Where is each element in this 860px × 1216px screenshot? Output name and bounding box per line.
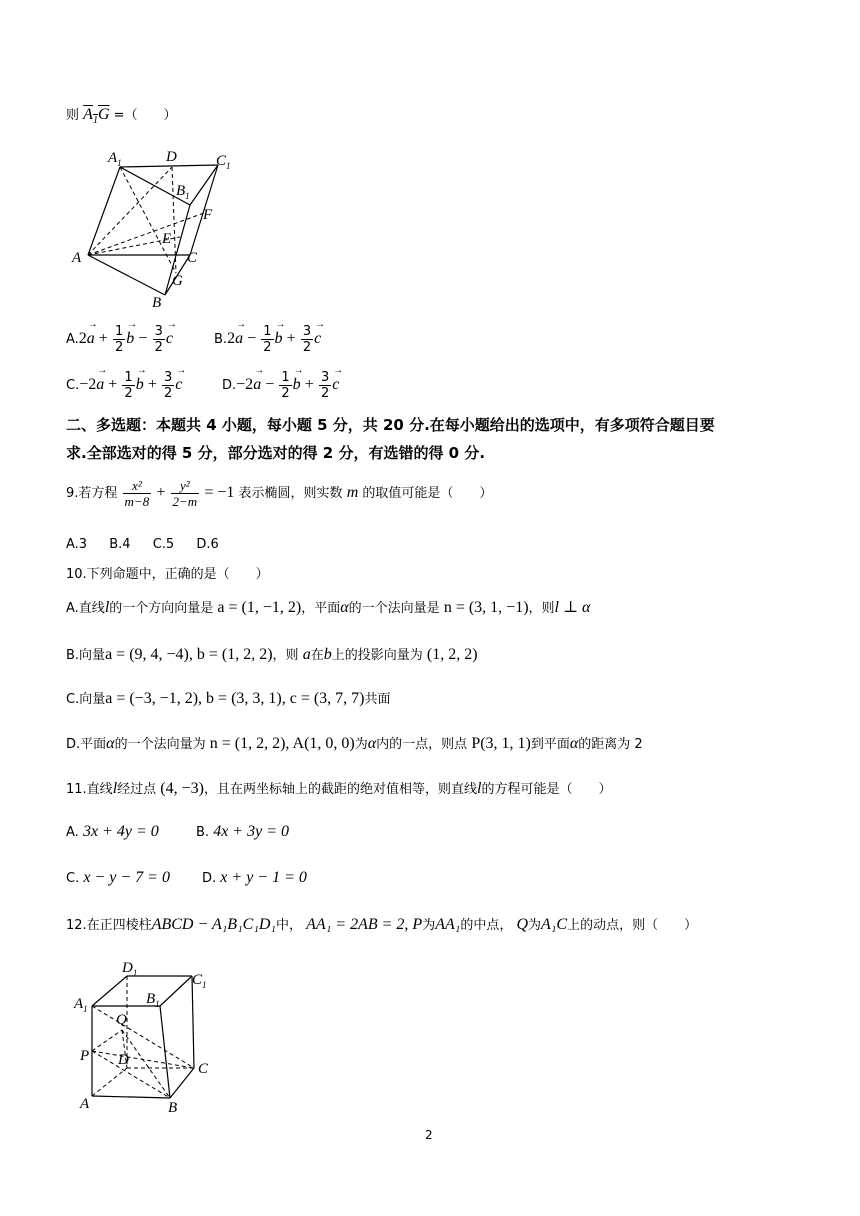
q9-options — [66, 537, 219, 552]
label-a: A — [72, 250, 82, 266]
q10-option-d: D.平面α的一个法向量为 n = (1, 2, 2), A(1, 0, 0)为α内的一点，则点 P(3, 1, 1)到平面α的距离为 2 — [66, 735, 643, 752]
q12-figure — [72, 958, 222, 1114]
label-b: B — [152, 295, 162, 310]
label-e: E — [162, 231, 172, 247]
label-d: D — [166, 149, 177, 165]
q9-option-a: A.3 — [66, 537, 88, 552]
q8-stem-prefix: 则 — [66, 108, 80, 123]
label-g: G — [172, 273, 183, 289]
label-c: C — [187, 250, 198, 266]
section2-line2: 求.全部选对的得 5 分，部分选对的得 2 分，有选错的得 0 分. — [66, 444, 486, 462]
q11-option-c: C. x − y − 7 = 0 — [66, 869, 170, 886]
q9-stem: 9.若方程 $\frac{\text{x²}}{m-8}$ + $\frac{\text{y²}}{2-m}$ = −1 表示椭圆，则实数 m 的取值可能是（ ） — [66, 478, 493, 509]
q11-option-a: A. 3x + 4y = 0 — [66, 823, 159, 840]
section2-line1: 二、多选题：本题共 4 小题，每小题 5 分，共 20 分.在每小题给出的选项中，有多项符合题目要 — [66, 416, 715, 434]
q8-option-d: D.−2→ a − $\frac{1}{2}$ → b + $\frac{3}{2}$ → c — [222, 370, 339, 401]
q10-stem: 10.下列命题中，正确的是（ ） — [66, 567, 269, 582]
q12-stem: 12.在正四棱柱ABCD − A₁B₁C₁D₁中， AA₁ = 2AB = 2, P为AA₁的中点， Q为A₁C上的动点，则（ ） — [66, 916, 698, 933]
q9-option-c: C.5 — [152, 537, 175, 552]
label-c1: $C_1$ — [216, 153, 231, 171]
label-b1-q12: $B_1$ — [146, 991, 160, 1009]
q8-figure — [70, 145, 240, 310]
label-d1: $D_1$ — [122, 960, 138, 978]
page-number: 2 — [425, 1128, 433, 1142]
label-q: Q — [116, 1012, 127, 1028]
q10-option-b: B.向量a = (9, 4, −4), b = (1, 2, 2)，则 a在b上的投影向量为 (1, 2, 2) — [66, 646, 478, 663]
q8-stem-suffix: =（ ） — [113, 108, 177, 123]
q8-stem — [66, 104, 177, 126]
label-b-q12: B — [168, 1100, 178, 1114]
label-a1-q12: $A_1$ — [74, 996, 88, 1014]
label-c-q12: C — [198, 1061, 209, 1077]
q10-option-a: A.直线l的一个方向向量是 a = (1, −1, 2)，平面α的一个法向量是 n = (3, 1, −1)，则l ⊥ α — [66, 599, 591, 616]
q8-option-b: B.2→ a − $\frac{1}{2}$ → b + $\frac{3}{2}$ → c — [214, 324, 321, 355]
q11-option-d: D. x + y − 1 = 0 — [202, 869, 307, 886]
label-p: P — [80, 1048, 90, 1064]
q10-option-c: C.向量a = (−3, −1, 2), b = (3, 3, 1), c = (3, 7, 7)共面 — [66, 690, 391, 707]
label-a1: $A_1$ — [108, 150, 122, 168]
label-c1-q12: $C_1$ — [192, 972, 207, 990]
label-b1: $B_1$ — [176, 183, 190, 201]
q9-option-d: D.6 — [196, 537, 219, 552]
q11-option-b: B. 4x + 3y = 0 — [196, 823, 289, 840]
q8-option-a: A.2→ a + $\frac{1}{2}$ → b − $\frac{3}{2}$ → c — [66, 324, 173, 355]
q9-option-b: B.4 — [109, 537, 131, 552]
q11-stem: 11.直线l经过点 (4, −3)，且在两坐标轴上的截距的绝对值相等，则直线l的方程可能是（ ） — [66, 780, 612, 797]
label-d-q12: D — [118, 1052, 129, 1068]
vector-a1g: $A_1G$ — [83, 106, 110, 127]
q8-option-c: C.−2→ a + $\frac{1}{2}$ → b + $\frac{3}{2}$ → c — [66, 370, 182, 401]
label-a-q12: A — [80, 1096, 90, 1112]
label-f: F — [203, 207, 213, 223]
